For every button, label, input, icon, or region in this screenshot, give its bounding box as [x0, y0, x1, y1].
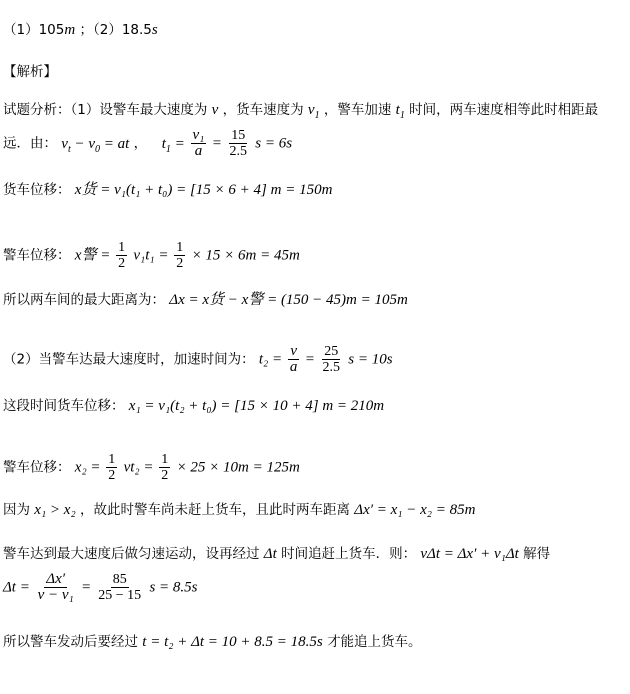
answer-part1: （1）105 — [3, 22, 65, 38]
police-displacement-rhs: × 15 × 6m = 45m — [191, 247, 300, 264]
final-conclusion: 才能追上货车。 — [327, 634, 422, 650]
fraction-half — [106, 452, 117, 483]
police-displacement-label: 警车位移： — [3, 247, 71, 264]
frac-den: 2 — [176, 256, 184, 271]
frac-den: 2.5 — [322, 360, 340, 375]
final-lead: 所以警车发动后要经过 — [3, 634, 138, 650]
max-distance-line — [3, 292, 408, 308]
frac-den: 25 − 15 — [98, 588, 142, 603]
fraction-half — [174, 240, 185, 271]
compare-distance-expr: Δx′ = x₁ − x₂ = 85m — [354, 502, 476, 518]
eq-t1-sub: 1 — [165, 143, 171, 155]
frac-den: v − v₁ — [37, 587, 74, 603]
part2-label: （2）当警车达最大速度时，加速时间为： — [3, 351, 255, 368]
frac-num: 25 — [324, 344, 339, 359]
eq-vt-sub: t — [67, 143, 71, 155]
answer-line — [3, 22, 158, 38]
uniform-motion-line — [3, 546, 550, 562]
truck-displacement-2-label: 这段时间货车位移： — [3, 398, 125, 414]
var-v: v — [211, 102, 219, 118]
fraction-half — [116, 240, 127, 271]
delta-t-line — [3, 572, 198, 603]
uniform-motion-equation: vΔt = Δx′ + v₁Δt — [420, 546, 519, 562]
uniform-motion-lead: 警车达到最大速度后做匀速运动，设再经过 — [3, 546, 260, 562]
max-distance-label: 所以两车间的最大距离为： — [3, 292, 165, 308]
answer-part2: （2）18.5 — [93, 22, 152, 38]
truck-displacement-2-line — [3, 398, 384, 414]
police-displacement-2-mid: vt₂ = — [123, 459, 158, 476]
frac-num: 1 — [118, 240, 126, 255]
police-displacement-2-rhs: × 25 × 10m = 125m — [176, 459, 300, 476]
var-t1-sub: 1 — [399, 110, 405, 121]
uniform-motion-solve: 解得 — [523, 546, 551, 562]
eq-result-6s: s = 6s — [255, 135, 293, 152]
analysis-line-1 — [3, 102, 599, 121]
police-displacement-mid: v₁t₁ = — [133, 247, 173, 264]
analysis-heading: 【解析】 — [3, 64, 57, 80]
frac-num: 1 — [161, 452, 169, 467]
frac-num: v₁ — [192, 127, 205, 143]
max-distance-expr: Δx = x货 − x警 = (150 − 45)m = 105m — [169, 292, 408, 308]
frac-den: 2 — [118, 256, 126, 271]
compare-line — [3, 502, 475, 518]
uniform-motion-text: 时间追赶上货车．则： — [281, 546, 417, 562]
analysis-intro: 试题分析：（1）设警车最大速度为 — [3, 102, 208, 118]
delta-t-result: s = 8.5s — [149, 579, 198, 596]
analysis-line2-lead: 远．由： — [3, 135, 57, 152]
frac-num: 15 — [231, 128, 246, 143]
var-t1: t — [395, 102, 400, 118]
truck-displacement-2-expr: x₁ = v₁(t₂ + t₀) = [15 × 10 + 4] m = 210m — [128, 398, 385, 414]
truck-displacement-line — [3, 182, 332, 198]
analysis-intro-c: ，警车加速 — [323, 102, 392, 118]
fraction-85-over-10 — [96, 572, 143, 603]
eq-vt: v — [61, 135, 68, 152]
part2-result: s = 10s — [348, 351, 393, 368]
police-displacement-line — [3, 240, 300, 271]
eq-v0-sub: 0 — [95, 143, 101, 155]
fraction-v-over-a — [288, 344, 300, 375]
fraction-half — [159, 452, 170, 483]
delta-t-lhs: Δt = — [3, 579, 34, 596]
eq-equals: = — [170, 135, 189, 152]
police-displacement-lhs: x警 = — [74, 247, 115, 264]
compare-lead: 因为 — [3, 502, 30, 518]
police-displacement-2-label: 警车位移： — [3, 459, 71, 476]
analysis-intro-d: 时间，两车速度相等此时相距最 — [409, 102, 599, 118]
fraction-25-over-2.5 — [320, 344, 342, 375]
eq-v0: − v — [70, 135, 96, 152]
var-v1-sub: 1 — [314, 110, 320, 121]
var-v1: v — [307, 102, 315, 118]
uniform-motion-dt: Δt — [263, 546, 277, 562]
answer-part1-unit: m — [64, 22, 76, 38]
truck-displacement-expr: x货 = v₁(t₁ + t₀) = [15 × 6 + 4] m = 150m — [74, 182, 333, 198]
analysis-comma: ， — [133, 135, 148, 152]
fraction-15-over-2.5 — [227, 128, 249, 159]
analysis-line-2: 远．由： $v_t - v_0$ = at ， $t_1$ = $\frac{\text{v₁}}{a}$ = $\frac{15}{2.5}$ s = 6s — [3, 127, 293, 159]
eq-t1: t — [161, 135, 166, 152]
part2-t2: t₂ = — [258, 351, 286, 368]
frac-num: Δx′ — [46, 571, 66, 587]
fraction-v1-over-a — [191, 128, 207, 159]
compare-text: ，故此时警车尚未赶上货车，且此时两车距离 — [79, 502, 350, 518]
fraction-dx-over-v-v1 — [36, 572, 76, 603]
frac-den: 2.5 — [229, 144, 247, 159]
truck-displacement-label: 货车位移： — [3, 182, 71, 198]
final-line — [3, 634, 422, 650]
frac-num: v — [290, 343, 297, 359]
frac-den: 2 — [108, 468, 116, 483]
frac-num: 85 — [112, 572, 127, 587]
analysis-intro-b: ，货车速度为 — [222, 102, 304, 118]
part2-line: （2）当警车达最大速度时，加速时间为： t₂ = $\frac{v}{a}$ = $\frac{25}{2.5}$ s = 10s — [3, 343, 393, 375]
answer-part2-unit: s — [151, 22, 158, 38]
eq-at: = at — [100, 135, 130, 152]
frac-den: a — [289, 359, 298, 375]
police-displacement-2-lhs: x₂ = — [74, 459, 105, 476]
delta-t-equals: = — [82, 579, 95, 596]
frac-den: a — [194, 143, 203, 159]
answer-separator: ； — [79, 22, 93, 38]
frac-num: 1 — [108, 452, 116, 467]
compare-expr: x₁ > x₂ — [34, 502, 76, 518]
final-expr: t = t₂ + Δt = 10 + 8.5 = 18.5s — [142, 634, 323, 650]
frac-den: 2 — [161, 468, 169, 483]
police-displacement-2-line — [3, 452, 300, 483]
frac-num: 1 — [176, 240, 184, 255]
